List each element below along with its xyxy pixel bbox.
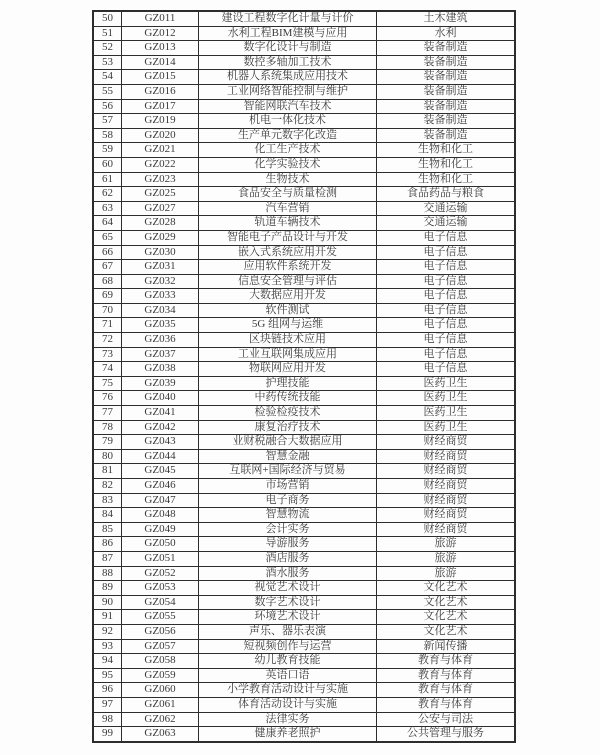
program-code-cell: GZ049 — [122, 522, 199, 537]
program-code-cell: GZ036 — [122, 333, 199, 348]
program-code-cell: GZ050 — [122, 537, 199, 552]
category-cell: 装备制造 — [377, 114, 516, 129]
row-number-cell: 77 — [93, 406, 122, 421]
row-number-cell: 56 — [93, 99, 122, 114]
program-name-cell: 短视频创作与运营 — [199, 639, 377, 654]
category-cell: 交通运输 — [377, 216, 516, 231]
row-number-cell: 98 — [93, 712, 122, 727]
table-row — [93, 289, 515, 304]
program-name-cell: 数控多轴加工技术 — [199, 55, 377, 70]
row-number-cell: 64 — [93, 216, 122, 231]
row-number-cell: 67 — [93, 260, 122, 275]
program-code-cell: GZ056 — [122, 624, 199, 639]
row-number-cell: 57 — [93, 114, 122, 129]
table-row — [93, 99, 515, 114]
row-number-cell: 68 — [93, 274, 122, 289]
program-code-cell: GZ029 — [122, 230, 199, 245]
table-row — [93, 391, 515, 406]
table-row — [93, 84, 515, 99]
program-name-cell: 轨道车辆技术 — [199, 216, 377, 231]
category-cell: 土木建筑 — [377, 11, 516, 26]
row-number-cell: 84 — [93, 508, 122, 523]
category-cell: 旅游 — [377, 566, 516, 581]
row-number-cell: 94 — [93, 654, 122, 669]
program-code-cell: GZ053 — [122, 581, 199, 596]
program-name-cell: 化学实验技术 — [199, 157, 377, 172]
row-number-cell: 63 — [93, 201, 122, 216]
table-row — [93, 581, 515, 596]
program-name-cell: 建设工程数字化计量与计价 — [199, 11, 377, 26]
program-code-cell: GZ033 — [122, 289, 199, 304]
row-number-cell: 92 — [93, 624, 122, 639]
program-name-cell: 智能电子产品设计与开发 — [199, 230, 377, 245]
program-name-cell: 视觉艺术设计 — [199, 581, 377, 596]
category-cell: 电子信息 — [377, 245, 516, 260]
program-code-cell: GZ043 — [122, 435, 199, 450]
category-cell: 装备制造 — [377, 99, 516, 114]
program-code-cell: GZ051 — [122, 551, 199, 566]
table-row — [93, 435, 515, 450]
row-number-cell: 87 — [93, 551, 122, 566]
program-name-cell: 中药传统技能 — [199, 391, 377, 406]
category-cell: 教育与体育 — [377, 654, 516, 669]
table-row — [93, 683, 515, 698]
program-name-cell: 体育活动设计与实施 — [199, 697, 377, 712]
program-code-cell: GZ054 — [122, 595, 199, 610]
row-number-cell: 60 — [93, 157, 122, 172]
category-cell: 电子信息 — [377, 289, 516, 304]
program-code-cell: GZ031 — [122, 260, 199, 275]
program-name-cell: 生物技术 — [199, 172, 377, 187]
table-row — [93, 508, 515, 523]
table-row — [93, 595, 515, 610]
program-name-cell: 物联网应用开发 — [199, 362, 377, 377]
table-row — [93, 449, 515, 464]
program-code-cell: GZ060 — [122, 683, 199, 698]
table-row — [93, 216, 515, 231]
table-row — [93, 274, 515, 289]
program-name-cell: 环境艺术设计 — [199, 610, 377, 625]
program-code-cell: GZ019 — [122, 114, 199, 129]
row-number-cell: 65 — [93, 230, 122, 245]
program-code-cell: GZ037 — [122, 347, 199, 362]
row-number-cell: 59 — [93, 143, 122, 158]
program-code-cell: GZ045 — [122, 464, 199, 479]
row-number-cell: 82 — [93, 479, 122, 494]
program-name-cell: 嵌入式系统应用开发 — [199, 245, 377, 260]
program-name-cell: 检验检疫技术 — [199, 406, 377, 421]
program-name-cell: 小学教育活动设计与实施 — [199, 683, 377, 698]
program-code-cell: GZ017 — [122, 99, 199, 114]
table-row — [93, 654, 515, 669]
category-cell: 水利 — [377, 26, 516, 41]
program-name-cell: 护理技能 — [199, 376, 377, 391]
row-number-cell: 93 — [93, 639, 122, 654]
category-cell: 装备制造 — [377, 55, 516, 70]
program-name-cell: 康复治疗技术 — [199, 420, 377, 435]
program-table-body — [93, 11, 515, 742]
program-code-cell: GZ058 — [122, 654, 199, 669]
program-name-cell: 酒水服务 — [199, 566, 377, 581]
program-name-cell: 大数据应用开发 — [199, 289, 377, 304]
category-cell: 装备制造 — [377, 84, 516, 99]
table-row — [93, 610, 515, 625]
program-code-cell: GZ052 — [122, 566, 199, 581]
program-name-cell: 工业网络智能控制与维护 — [199, 84, 377, 99]
category-cell: 文化艺术 — [377, 624, 516, 639]
program-code-cell: GZ015 — [122, 70, 199, 85]
program-code-cell: GZ012 — [122, 26, 199, 41]
table-row — [93, 187, 515, 202]
row-number-cell: 66 — [93, 245, 122, 260]
row-number-cell: 83 — [93, 493, 122, 508]
program-code-cell: GZ055 — [122, 610, 199, 625]
row-number-cell: 86 — [93, 537, 122, 552]
table-row — [93, 245, 515, 260]
program-name-cell: 机器人系统集成应用技术 — [199, 70, 377, 85]
program-name-cell: 汽车营销 — [199, 201, 377, 216]
row-number-cell: 71 — [93, 318, 122, 333]
table-row — [93, 260, 515, 275]
table-row — [93, 347, 515, 362]
row-number-cell: 80 — [93, 449, 122, 464]
category-cell: 交通运输 — [377, 201, 516, 216]
category-cell: 电子信息 — [377, 274, 516, 289]
program-name-cell: 英语口语 — [199, 668, 377, 683]
program-code-cell: GZ013 — [122, 41, 199, 56]
program-code-cell: GZ062 — [122, 712, 199, 727]
program-name-cell: 幼儿教育技能 — [199, 654, 377, 669]
table-row — [93, 157, 515, 172]
program-name-cell: 应用软件系统开发 — [199, 260, 377, 275]
program-name-cell: 数字艺术设计 — [199, 595, 377, 610]
program-code-cell: GZ035 — [122, 318, 199, 333]
row-number-cell: 54 — [93, 70, 122, 85]
table-row — [93, 551, 515, 566]
table-row — [93, 26, 515, 41]
program-code-cell: GZ022 — [122, 157, 199, 172]
program-code-cell: GZ020 — [122, 128, 199, 143]
table-row — [93, 114, 515, 129]
category-cell: 电子信息 — [377, 303, 516, 318]
table-row — [93, 333, 515, 348]
program-code-cell: GZ047 — [122, 493, 199, 508]
table-row — [93, 420, 515, 435]
table-row — [93, 143, 515, 158]
category-cell: 医药卫生 — [377, 406, 516, 421]
row-number-cell: 90 — [93, 595, 122, 610]
row-number-cell: 62 — [93, 187, 122, 202]
table-row — [93, 566, 515, 581]
category-cell: 电子信息 — [377, 318, 516, 333]
table-row — [93, 479, 515, 494]
category-cell: 电子信息 — [377, 260, 516, 275]
program-code-cell: GZ048 — [122, 508, 199, 523]
program-code-cell: GZ042 — [122, 420, 199, 435]
row-number-cell: 50 — [93, 11, 122, 26]
category-cell: 装备制造 — [377, 128, 516, 143]
table-row — [93, 712, 515, 727]
program-name-cell: 酒店服务 — [199, 551, 377, 566]
row-number-cell: 88 — [93, 566, 122, 581]
row-number-cell: 51 — [93, 26, 122, 41]
table-row — [93, 362, 515, 377]
program-name-cell: 数字化设计与制造 — [199, 41, 377, 56]
program-name-cell: 机电一体化技术 — [199, 114, 377, 129]
program-code-cell: GZ032 — [122, 274, 199, 289]
program-name-cell: 声乐、器乐表演 — [199, 624, 377, 639]
row-number-cell: 61 — [93, 172, 122, 187]
row-number-cell: 96 — [93, 683, 122, 698]
program-name-cell: 水利工程BIM建模与应用 — [199, 26, 377, 41]
row-number-cell: 73 — [93, 347, 122, 362]
program-name-cell: 工业互联网集成应用 — [199, 347, 377, 362]
category-cell: 旅游 — [377, 551, 516, 566]
table-row — [93, 522, 515, 537]
row-number-cell: 58 — [93, 128, 122, 143]
table-row — [93, 303, 515, 318]
program-code-cell: GZ030 — [122, 245, 199, 260]
row-number-cell: 52 — [93, 41, 122, 56]
category-cell: 电子信息 — [377, 347, 516, 362]
table-row — [93, 624, 515, 639]
program-name-cell: 智慧金融 — [199, 449, 377, 464]
category-cell: 教育与体育 — [377, 683, 516, 698]
program-code-cell: GZ025 — [122, 187, 199, 202]
program-name-cell: 5G 组网与运维 — [199, 318, 377, 333]
category-cell: 旅游 — [377, 537, 516, 552]
row-number-cell: 69 — [93, 289, 122, 304]
program-name-cell: 智慧物流 — [199, 508, 377, 523]
category-cell: 新闻传播 — [377, 639, 516, 654]
table-row — [93, 70, 515, 85]
table-row — [93, 128, 515, 143]
program-name-cell: 软件测试 — [199, 303, 377, 318]
category-cell: 财经商贸 — [377, 464, 516, 479]
table-row — [93, 668, 515, 683]
program-code-cell: GZ027 — [122, 201, 199, 216]
table-row — [93, 376, 515, 391]
row-number-cell: 72 — [93, 333, 122, 348]
row-number-cell: 95 — [93, 668, 122, 683]
row-number-cell: 81 — [93, 464, 122, 479]
table-row — [93, 406, 515, 421]
program-code-cell: GZ059 — [122, 668, 199, 683]
category-cell: 教育与体育 — [377, 668, 516, 683]
table-row — [93, 41, 515, 56]
row-number-cell: 78 — [93, 420, 122, 435]
table-row — [93, 537, 515, 552]
program-name-cell: 生产单元数字化改造 — [199, 128, 377, 143]
row-number-cell: 89 — [93, 581, 122, 596]
program-name-cell: 导游服务 — [199, 537, 377, 552]
table-row — [93, 727, 515, 742]
category-cell: 装备制造 — [377, 70, 516, 85]
program-name-cell: 市场营销 — [199, 479, 377, 494]
row-number-cell: 99 — [93, 727, 122, 742]
program-code-cell: GZ041 — [122, 406, 199, 421]
table-row — [93, 697, 515, 712]
row-number-cell: 97 — [93, 697, 122, 712]
program-name-cell: 区块链技术应用 — [199, 333, 377, 348]
category-cell: 电子信息 — [377, 230, 516, 245]
program-name-cell: 信息安全管理与评估 — [199, 274, 377, 289]
row-number-cell: 79 — [93, 435, 122, 450]
category-cell: 食品药品与粮食 — [377, 187, 516, 202]
program-code-cell: GZ044 — [122, 449, 199, 464]
program-code-cell: GZ063 — [122, 727, 199, 742]
program-code-cell: GZ057 — [122, 639, 199, 654]
program-code-cell: GZ039 — [122, 376, 199, 391]
category-cell: 财经商贸 — [377, 479, 516, 494]
program-name-cell: 食品安全与质量检测 — [199, 187, 377, 202]
row-number-cell: 75 — [93, 376, 122, 391]
program-code-cell: GZ028 — [122, 216, 199, 231]
program-name-cell: 化工生产技术 — [199, 143, 377, 158]
program-code-table — [92, 10, 516, 743]
program-name-cell: 法律实务 — [199, 712, 377, 727]
category-cell: 生物和化工 — [377, 172, 516, 187]
category-cell: 公共管理与服务 — [377, 727, 516, 742]
row-number-cell: 76 — [93, 391, 122, 406]
category-cell: 医药卫生 — [377, 391, 516, 406]
table-row — [93, 172, 515, 187]
category-cell: 财经商贸 — [377, 493, 516, 508]
table-row — [93, 464, 515, 479]
category-cell: 生物和化工 — [377, 157, 516, 172]
row-number-cell: 91 — [93, 610, 122, 625]
table-row — [93, 55, 515, 70]
category-cell: 文化艺术 — [377, 595, 516, 610]
category-cell: 电子信息 — [377, 362, 516, 377]
category-cell: 装备制造 — [377, 41, 516, 56]
program-code-cell: GZ046 — [122, 479, 199, 494]
program-name-cell: 业财税融合大数据应用 — [199, 435, 377, 450]
program-code-cell: GZ034 — [122, 303, 199, 318]
category-cell: 医药卫生 — [377, 420, 516, 435]
category-cell: 教育与体育 — [377, 697, 516, 712]
row-number-cell: 74 — [93, 362, 122, 377]
row-number-cell: 85 — [93, 522, 122, 537]
program-code-cell: GZ014 — [122, 55, 199, 70]
program-code-cell: GZ061 — [122, 697, 199, 712]
program-name-cell: 互联网+国际经济与贸易 — [199, 464, 377, 479]
program-code-cell: GZ021 — [122, 143, 199, 158]
program-name-cell: 健康养老照护 — [199, 727, 377, 742]
category-cell: 财经商贸 — [377, 449, 516, 464]
program-code-cell: GZ011 — [122, 11, 199, 26]
category-cell: 生物和化工 — [377, 143, 516, 158]
row-number-cell: 55 — [93, 84, 122, 99]
program-name-cell: 电子商务 — [199, 493, 377, 508]
table-row — [93, 11, 515, 26]
program-code-cell: GZ023 — [122, 172, 199, 187]
category-cell: 文化艺术 — [377, 581, 516, 596]
table-row — [93, 493, 515, 508]
program-code-cell: GZ016 — [122, 84, 199, 99]
row-number-cell: 70 — [93, 303, 122, 318]
program-name-cell: 智能网联汽车技术 — [199, 99, 377, 114]
table-row — [93, 318, 515, 333]
table-row — [93, 201, 515, 216]
table-row — [93, 639, 515, 654]
program-code-cell: GZ038 — [122, 362, 199, 377]
category-cell: 电子信息 — [377, 333, 516, 348]
category-cell: 公安与司法 — [377, 712, 516, 727]
category-cell: 财经商贸 — [377, 508, 516, 523]
category-cell: 文化艺术 — [377, 610, 516, 625]
category-cell: 财经商贸 — [377, 522, 516, 537]
table-row — [93, 230, 515, 245]
program-name-cell: 会计实务 — [199, 522, 377, 537]
category-cell: 财经商贸 — [377, 435, 516, 450]
row-number-cell: 53 — [93, 55, 122, 70]
program-code-cell: GZ040 — [122, 391, 199, 406]
category-cell: 医药卫生 — [377, 376, 516, 391]
